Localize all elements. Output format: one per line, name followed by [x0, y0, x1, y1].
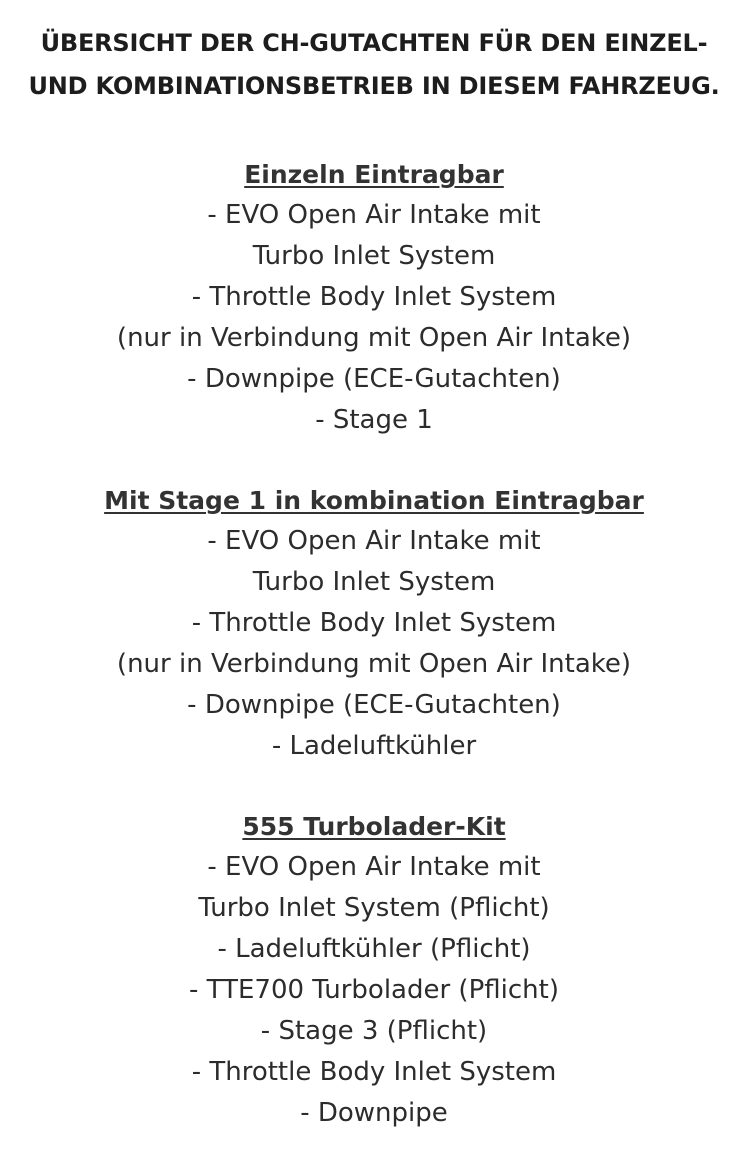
page-title [0, 22, 748, 108]
page-title-line-1: ÜBERSICHT DER CH-GUTACHTEN FÜR DEN EINZEL- [40, 29, 708, 57]
section-stage1-kombination [0, 481, 748, 767]
section-list [0, 195, 748, 441]
list-item: - TTE700 Turbolader (Pflicht) [189, 975, 559, 1005]
page-title-line-2: UND KOMBINATIONSBETRIEB IN DIESEM FAHRZEUG. [28, 72, 720, 100]
list-item: - EVO Open Air Intake mit [207, 200, 541, 230]
list-item: - Throttle Body Inlet System [191, 282, 557, 312]
list-item: - Throttle Body Inlet System [191, 1057, 557, 1087]
list-item: - Ladeluftkühler [271, 731, 477, 761]
list-item: - Stage 1 [315, 405, 433, 435]
list-item: Turbo Inlet System [252, 241, 496, 271]
section-turbolader-kit [0, 807, 748, 1134]
list-item: (nur in Verbindung mit Open Air Intake) [116, 323, 632, 353]
list-item: Turbo Inlet System [252, 567, 496, 597]
list-item: - Downpipe (ECE-Gutachten) [187, 690, 561, 720]
section-heading: 555 Turbolader-Kit [242, 812, 506, 841]
list-item: - Downpipe (ECE-Gutachten) [187, 364, 561, 394]
section-heading: Einzeln Eintragbar [244, 160, 504, 189]
list-item: (nur in Verbindung mit Open Air Intake) [116, 649, 632, 679]
list-item: - Downpipe [300, 1098, 448, 1128]
list-item: Turbo Inlet System (Pflicht) [198, 893, 550, 923]
section-list [0, 847, 748, 1134]
section-einzeln-eintragbar [0, 155, 748, 441]
list-item: - Stage 3 (Pflicht) [260, 1016, 488, 1046]
section-heading: Mit Stage 1 in kombination Eintragbar [104, 486, 644, 515]
list-item: - EVO Open Air Intake mit [207, 852, 541, 882]
section-list [0, 521, 748, 767]
list-item: - EVO Open Air Intake mit [207, 526, 541, 556]
list-item: - Throttle Body Inlet System [191, 608, 557, 638]
list-item: - Ladeluftkühler (Pflicht) [217, 934, 531, 964]
